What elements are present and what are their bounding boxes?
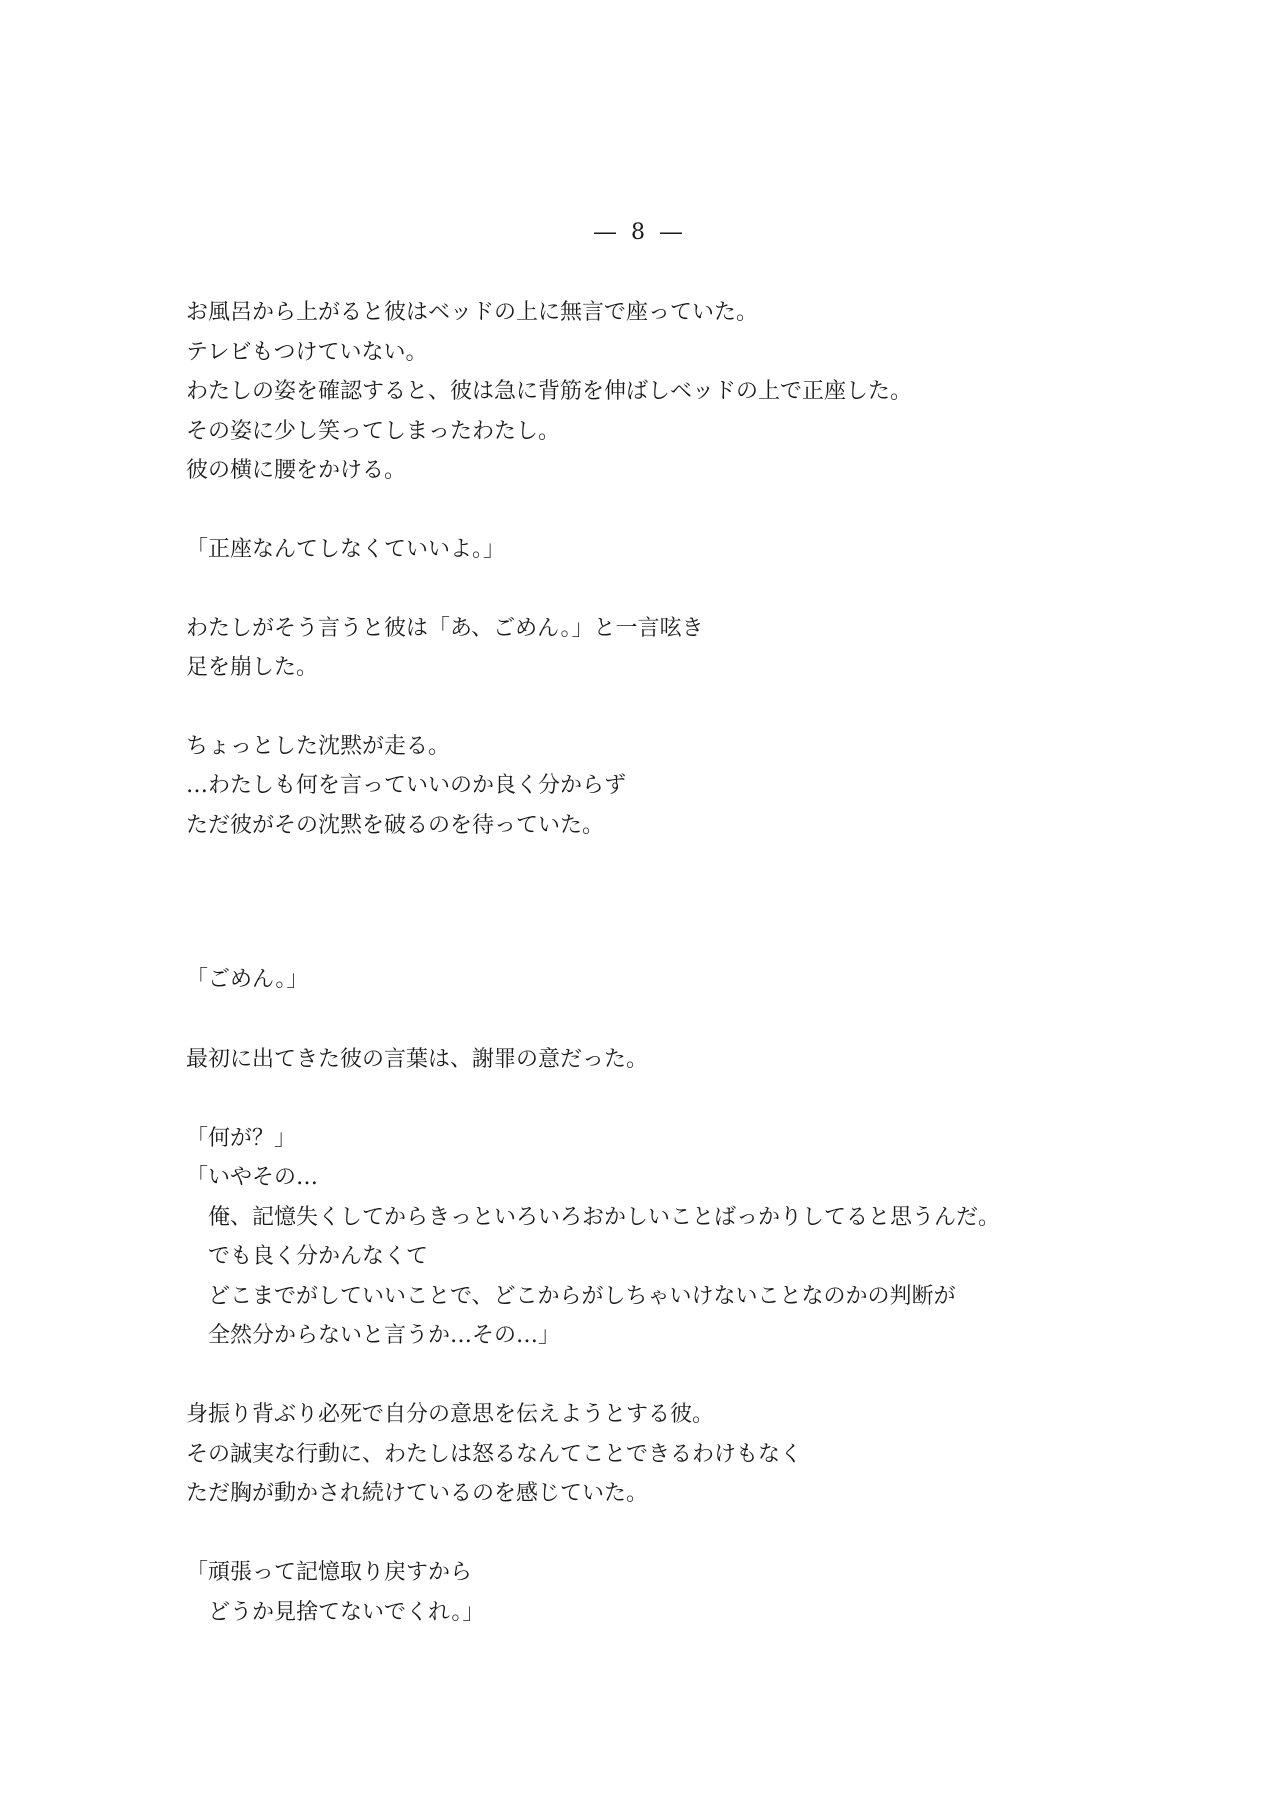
text-line: 最初に出てきた彼の言葉は、謝罪の意だった。 — [186, 1047, 649, 1072]
text-line: ただ彼がその沈黙を破るのを待っていた。 — [186, 813, 605, 838]
text-line: 足を崩した。 — [186, 655, 319, 680]
text-line: ただ胸が動かされ続けているのを感じていた。 — [186, 1481, 649, 1506]
dialogue-line: どうか見捨てないでくれ。」 — [186, 1600, 485, 1625]
page-number: ― 8 ― — [594, 220, 686, 245]
text-line: お風呂から上がると彼はベッドの上に無言で座っていた。 — [186, 300, 759, 325]
text-line: その姿に少し笑ってしまったわたし。 — [186, 419, 561, 444]
dialogue-line: 「ごめん。」 — [186, 967, 309, 992]
dialogue-line: 俺、記憶失くしてからきっといろいろおかしいことばっかりしてると思うんだ。 — [186, 1205, 1001, 1230]
text-line: わたしの姿を確認すると、彼は急に背筋を伸ばしベッドの上で正座した。 — [186, 379, 913, 404]
dialogue-line: 「正座なんてしなくていいよ。」 — [186, 537, 506, 562]
dialogue-line: 「何が？」 — [186, 1126, 297, 1151]
text-line: 身振り背ぶり必死で自分の意思を伝えようとする彼。 — [186, 1402, 715, 1427]
dialogue-line: 「頑張って記憶取り戻すから — [186, 1560, 473, 1585]
text-line: わたしがそう言うと彼は「あ、ごめん。」と一言呟き — [186, 616, 704, 641]
text-line: ちょっとした沈黙が走る。 — [186, 734, 451, 759]
dialogue-line: 「いやその… — [186, 1165, 319, 1190]
dialogue-line: でも良く分かんなくて — [186, 1244, 429, 1269]
text-line: 彼の横に腰をかける。 — [186, 458, 407, 483]
dialogue-line: 全然分からないと言うか…その…」 — [186, 1323, 561, 1348]
dialogue-line: どこまでがしていいことで、どこからがしちゃいけないことなのかの判断が — [186, 1284, 956, 1309]
text-line: その誠実な行動に、わたしは怒るなんてことできるわけもなく — [186, 1442, 803, 1467]
text-line: テレビもつけていない。 — [186, 340, 428, 365]
text-line: …わたしも何を言っていいのか良く分からず — [186, 773, 627, 798]
